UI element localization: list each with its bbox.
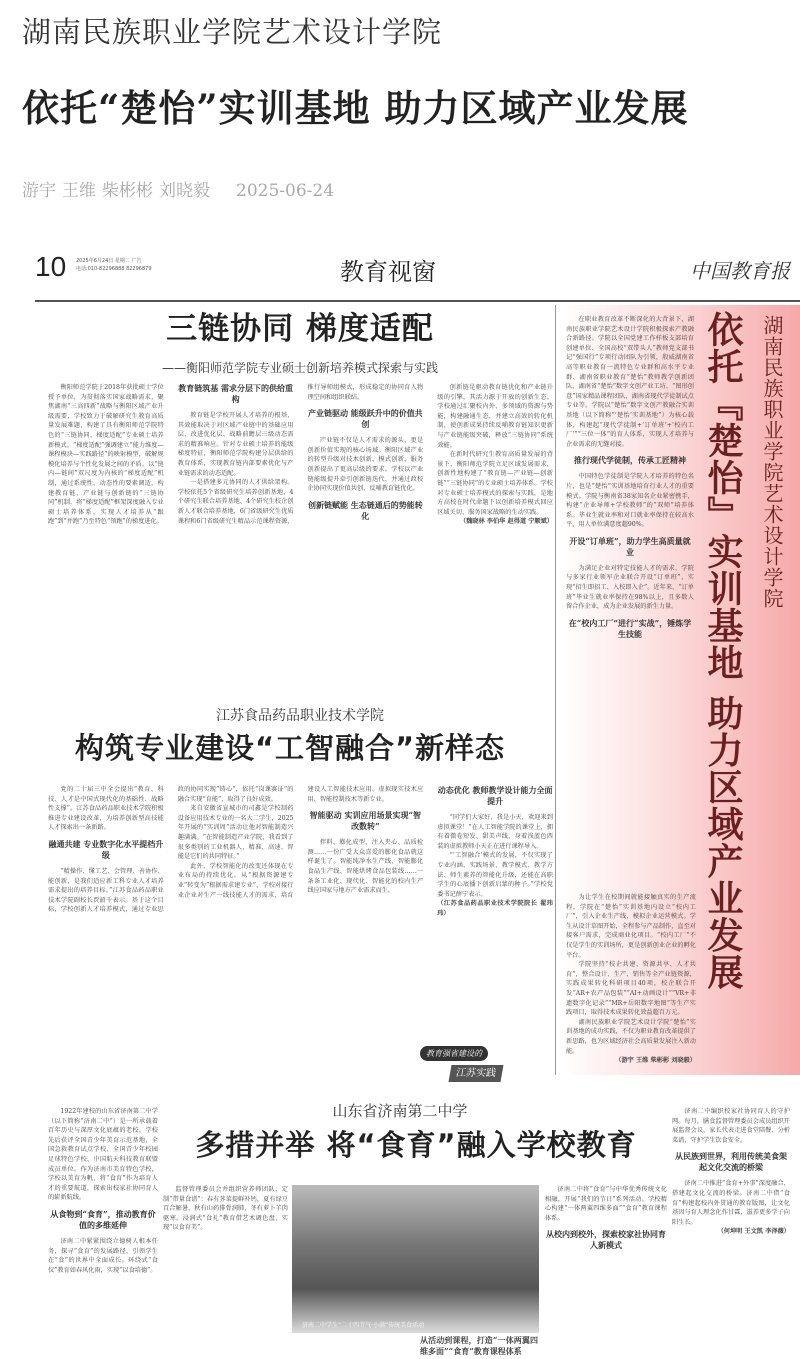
subheading: 从食物到“食育”，推动教育价值的多维延伸 — [50, 1208, 156, 1230]
paragraph: 产业链不仅是人才需求的源头，更是创新价值实现的核心场域。衡阳区域产业的转型升级对技术创新、模式创新、服务创新提出了更高层级的要求。学校以产业链能级提升牵引创新链迭代，并通过政校企协同实现价值共创，反哺教育链优化。 — [307, 437, 424, 493]
a2-body — [48, 785, 553, 1035]
a3-kicker: 山东省济南第二中学 — [332, 1102, 468, 1120]
subheading: 智能驱动 实训应用场景实现“智改数转” — [309, 810, 422, 832]
a3-title: 多措并举 将“食育”融入学校教育 — [195, 1128, 637, 1162]
author: 刘晓毅 — [159, 181, 210, 201]
badge-text: 教育强省建设的 — [420, 1046, 488, 1061]
subheading: 推行现代学徒制，传承工匠精神 — [574, 455, 686, 466]
author: 王维 — [62, 181, 96, 201]
photo-caption: 济南二中学生“二十四节气·小满”传统美食活动 — [302, 1322, 425, 1329]
subheading: 开设“订单班”，助力学生高质量就业 — [569, 535, 691, 557]
credit: （何坤明 王文凯 李泽薇） — [717, 1228, 790, 1236]
paragraph: 一是搭建多元协同的人才供给架构。学校依托5个省级研究生培养创新基地、4个研究生联合培养基地、4个研究生校企创新人才联合培养基地，6门省级研究生优质课程和6门省级研究生精品示范课程资源，推行导师组模式，形成稳定的协同育人物理空间和组织联结。 — [177, 384, 424, 525]
page-info — [76, 257, 152, 273]
a1-subtitle: ——衡阳师范学院专业硕士创新培养模式探索与实践 — [161, 361, 438, 375]
paragraph: 济南二中推进“食育+外事”深度融合，搭建起文化交流的桥梁。济南二中借“食育”构建起校内外贯通的教育版图，让文化基因与育人理念化作甘霖，滋养更多学子向阳生长。 — [672, 1180, 790, 1226]
paragraph: “同学们大家好，我是小天，欢迎来到虚拟课堂！”在人工智能学院的课堂上，拥有着微卷短发、甜美声线，身着浅蓝色西装的虚拟教师小天正在进行课程导入。 — [437, 814, 553, 850]
a3-body-col4 — [545, 1185, 667, 1355]
paragraph: 为让学生在校期间就能接触真实的生产流程，学院在“楚怡”实训基地内设立“校内工厂”，引入企业生产线，模拟企业运营模式。学生从设计草图开始，全程参与产品制作，直至对接客户需求，完成商业化项目。“校内工厂”不仅是学生的实训场所，更是创新创业企业的孵化平台。 — [566, 894, 696, 959]
a2-title: 构筑专业建设“工智融合”新样态 — [74, 731, 506, 765]
subheading: 创新链赋能 生态链通后的势能转化 — [307, 499, 423, 521]
credit: （魏晓林 李伯华 赵得道 宁顺斌） — [459, 518, 553, 526]
a3-body-col1 — [48, 1107, 158, 1357]
column-divider — [555, 305, 556, 1075]
paragraph: 教育链是学校开展人才培养的根基，其效能取决于对区域产业链中的基础应用层、改进优化层、战略前瞻层三级动态需求的精准响应。针对专业硕士培养的能级梯度特征，衡阳师范学院构建分层供给的教育体系，实现教育链内部要素优化与产业链需求的动态适配。 — [177, 412, 294, 477]
badge-text: 江苏实践 — [449, 1065, 504, 1082]
paragraph: 创新链是驱动教育链优化和产业链升级的引擎，其活力源于开放的创新生态。学校通过汇聚校内外、多领域的资源与势能，构建融通生态，并建立高效的转化机制，使创新成果持续反哺教育链知识更新与产业链能级突破，释放“三链协同”系统效能。 — [437, 384, 553, 449]
article-title: 依托“楚怡”实训基地 助力区域产业发展 — [22, 86, 689, 130]
subheading: 从校内到校外，探索校家社协同育人新模式 — [546, 1229, 666, 1251]
a1-body — [48, 383, 553, 698]
article-kicker: 湖南民族职业学院艺术设计学院 — [22, 15, 443, 49]
subheading: 在“校内工厂”进行“实战”，锤炼学生技能 — [568, 617, 692, 639]
paragraph: 监督管理委员会并组织营养师团队，定制“带量食谱”：春有荠菜提鲜补钙，夏有绿豆百合解暑，秋有山药排骨润肺，冬有萝卜羊肉驱寒。浸润式“食礼”教育借艺术调色盘，实现“以食育美”。 — [163, 1186, 288, 1232]
page-number: 10 — [35, 251, 67, 282]
paragraph: “‘工智融合’模式的发展，不仅实现了专业内涵、实践场景、教学模式、教学方法、师生素养的智能化升级，还能在高职学生的心底播下创新启蒙的种子。”学校党委书记薛宁表示。 — [437, 852, 553, 898]
paragraph: 湖南民族职业学院艺术设计学院“楚怡”实训基地的成功实践，不仅为职业教育改革提供了新思路，也为区域经济社会高质量发展注入新动能。 — [566, 1018, 696, 1055]
subheading: 动态优化 教师教学设计能力全面提升 — [437, 785, 553, 806]
paragraph: 在职业教育改革不断深化的大背景下，湖南民族职业学院艺术设计学院积极探索产教融合新路径。学院以全国党建工作样板支部培育创建单位、全国高校“双带头人”教师党支部书记“强国行”专项行动团队为引领，殷威湖南省高等职业教育一流特色专业群和高水平专业群、湖南省职业教育“楚怡”教师教学创新团队、湖南省“楚怡”数字文创产业工坊、“图形创意”国家精品课程团队、湖南省现代学徒制试点专业等。学院以“楚怡”数字文创产教融合实训基地（以下简称“‘楚怡’实训基地”）为核心载体，构建起“现代学徒制+‘订单班’+‘校内工厂’”“三位一体”的育人体系，实现人才培养与企业需求的无缝对接。 — [566, 316, 694, 448]
credit: （江苏食品药品职业技术学院院长 翟玮玮） — [437, 900, 553, 917]
subheading: 教育链筑基 需求分层下的供给重构 — [178, 383, 294, 404]
a2-kicker: 江苏食品药品职业技术学院 — [216, 708, 384, 724]
publish-date: 2025-06-24 — [236, 181, 335, 201]
paragraph: 为满足企业对特定技能人才的需求，学院与多家行业领军企业联合开设“订单班”，实现“招生即招工、入校即入企”。近年来，“订单班”毕业生就业率保持在98%以上，且多数人留合作企业，成为企业发展的新生力量。 — [566, 564, 694, 611]
paragraph: 衡阳师范学院于2018年获批硕士学位授予单位，为贯彻落实国家战略需求，聚焦湖南“三高四新”战略与衡阳区域产业升级需要，学校致力于破解研究生教育高质量发展难题，构建了具有衡阳师范学院特色的“三链协同、梯度适配”专业硕士培养新模式。“梯度适配”强调建立“能力维度—课程模块—实践路径”的映射模型，破解规模化培养与个性化发展之间的矛盾。以“链内—链间”双尺度为内核的“梯度适配”机制，通过系统性、动态性的要素调适，构建教育链、产业链与创新链的“三链协同”机制，将“梯度适配”框架深度融入专业硕士培养体系，实现人才培养从“跟跑”到“并跑”乃至特色“领跑”的梯度进化。 — [48, 384, 164, 526]
a4-body-narrow — [566, 315, 694, 875]
divider — [35, 300, 800, 302]
credit: （游宇 王维 柴彬彬 刘晓毅） — [615, 1057, 696, 1065]
a4-body-wide — [566, 893, 696, 1073]
a3-subheading: 从活动到课程，打造“一体两翼四维多面”“食育”教育课程体系 — [420, 1335, 538, 1356]
paragraph: 拌料、膨化成型、注入夹心、品质检测……一份广受大众喜爱的膨化食品就这样诞生了。智能纯净水生产线、智能膨化食品生产线、智能烘烤食品包装线……一条条工业化、现代化、智能化的校内生产线应国家与地方产业需求而生。 — [307, 839, 424, 895]
students-photo — [292, 1185, 539, 1333]
a4-title: 依托『楚怡』实训基地 助力区域产业发展 — [702, 311, 743, 991]
subheading: 融通共建 专业数字化水平提档升级 — [48, 838, 164, 860]
paragraph: 济南二中将“食育”与中华优秀传统文化相融，开展“我们的节日”系列活动。学校精心构建“一体两翼四维多面”“食育”教育课程体系。 — [545, 1186, 667, 1222]
subheading: 产业链驱动 能级跃升中的价值共创 — [307, 408, 423, 430]
subheading: 从民族到世界，利用传统美食架起文化交流的桥梁 — [675, 1151, 787, 1173]
paragraph: 党的二十届三中全会提出“教育、科技、人才是中国式现代化的基础性、战略性支撑”。江苏食品药品职业技术学院积极推进专业建设改革，为培养创新型高技能人才探索出一条新路。 — [48, 786, 164, 832]
phone: 电话:010-82296888 82296879 — [76, 266, 152, 272]
paragraph: 在新时代研究生教育高质量发展的背景下，衡阳师范学院立足区域发展需求，创新性地构建了“教育链—产业链—创新链”“三链协同”的专业硕士培养体系。学校对专业硕士培养模式的探索与实践，是地方高校在时代命题下以创新培养模式回应区域关切、服务国家战略的生动实践。 — [437, 451, 553, 516]
paragraph: 1922年建校的山东省济南第二中学（以下简称“济南二中”）是一所承载着百年历史与深厚文化底蕴的老校。学校先后获评全国青少年美育示范基地、全国急救教育试点学校、全国青少年校园足球特色学校、中国航天科技教育联盟成员单位。作为济南市美育特色学校，学校以美育为帆，将“食育”作为培育人才的重要航道，探索出校家社协同育人的崭新航线。 — [48, 1108, 158, 1202]
series-badge — [420, 1041, 550, 1077]
paragraph: 济南二中紧紧围绕立德树人根本任务，探寻“食育”的发展路径，引领学生在“食”的世界中全面成长。环绕式“食仪”教育如春风化雨，实现“以食培德”。 — [48, 1237, 158, 1274]
paragraph: “精操作、懂工艺、会管理、善协作、能创新，是我们适应新工科专业人才培养需求提出的培养目标。”江苏食品药品职业技术学院副校长贾韶千表示。基于这个目标，学校创新人才培养模式，通过专业思政的协同实现“铸心”，依托“岗课赛证”的融合实现“育能”，取得了良好成效。 — [48, 786, 294, 914]
author: 游宇 — [22, 181, 56, 201]
paragraph: 此外，学校智能化的改变还体现在专业布局的持续优化。从“根据资源建专业”转变为“根据需求建专业”，学校对接行业企业对生产一线技能人才的需求，培育建设人工智能技术应用、虚拟现实技术应用、智能控制技术等新专业。 — [177, 786, 424, 899]
paragraph: 济南二中编织校家社协同育人的守护网。每月，膳食监督管理委员会成员组织开展监督会议，家长代表走进食堂陪餐、分析菜谱，守护学生饮食安全。 — [672, 1108, 790, 1144]
section-title: 教育视窗 — [340, 258, 436, 286]
a3-body-col2 — [163, 1185, 288, 1355]
a4-kicker: 湖南民族职业学院艺术设计学院 — [760, 315, 784, 609]
paragraph: 中国特色学徒制是学院人才培养的特色名片，也是“楚怡”实训基地培育行业人才的重要模式。学院与衡南省38家知名企业紧密携手，构建“企业导师+学校教师”的“双师”培养体系。毕业生就业率和对口就业率保持在较高水平，用人单位满意度超90%。 — [566, 473, 694, 529]
byline — [22, 176, 340, 201]
a4-feature — [560, 305, 800, 1075]
paragraph: 来自安徽省宣城市的司鑫是学校制药设备应用技术专业的一名大二学生，2025年开展的“实训周”活动让他对智能制造兴趣满满。“在智能制造产业学院，我看到了很多类别的工业机器人，精准、高速、智能是它们的共同特征。” — [177, 805, 294, 861]
author: 柴彬彬 — [102, 181, 153, 201]
newspaper-page-image — [0, 245, 800, 1359]
a3-body-col5 — [672, 1107, 790, 1357]
paragraph: 学院坚持“校企共建、资源共享、人才共育”，整合设计、生产、销售等全产业链资源，实践成果转化科研项目40项，校企联合开发“AR+农产品包装”“AI+动画设计”“VR+非遗数字化记录”“MR+岳阳数字地图”等生产实践项目，取得技术成果转化效益超百万元。 — [566, 961, 696, 1017]
newspaper-logo: 中国教育报 — [690, 259, 790, 283]
a1-title: 三链协同 梯度适配 — [166, 311, 434, 347]
issue-date: 2025年6月24日 星期二 广告 — [76, 258, 142, 264]
